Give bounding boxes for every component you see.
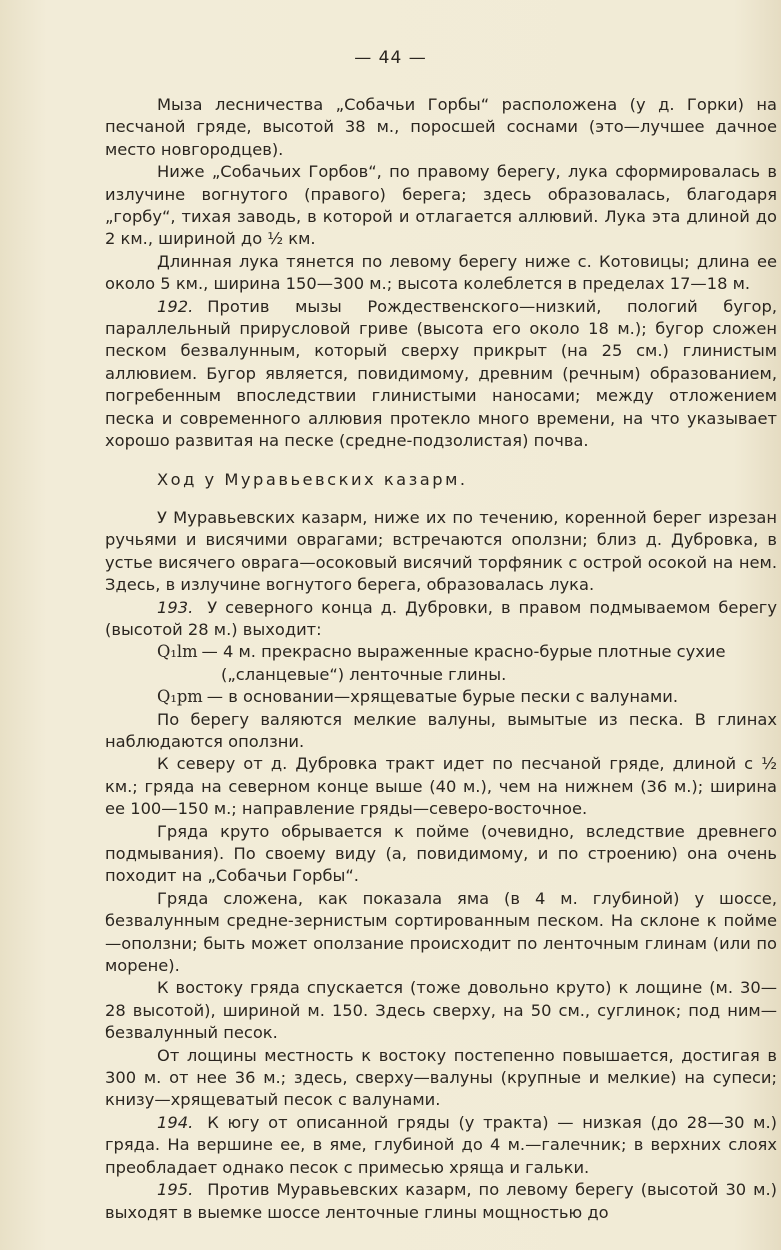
layer-code: Q₁pm xyxy=(157,687,203,707)
paragraph: К востоку гряда спускается (тоже довольно круто) к лощине (м. 30—28 высотой), шириной м. 150. Здесь сверху, на 50 см., суглинок; под ним—безвалунный песок. xyxy=(105,978,777,1043)
layer-text-continued: („сланцевые“) ленточные глины. xyxy=(221,664,507,684)
layer-text: — в основании—хрящеватые бурые пески с валунами. xyxy=(206,687,679,707)
paragraph: Мыза лесничества „Собачьи Горбы“ расположена (у д. Горки) на песчаной гряде, высотой 38 м., поросшей соснами (это—лучшее дачное место новгородцев). xyxy=(105,95,777,159)
section-number: 193. xyxy=(157,597,194,617)
page-number: — 44 — xyxy=(354,48,427,68)
section-number: 192. xyxy=(157,296,194,316)
section-number: 194. xyxy=(157,1112,194,1132)
section-number: 195. xyxy=(157,1180,194,1200)
paragraph: У Муравьевских казарм, ниже их по течению, коренной берег изрезан ручьями и висячими оврагами; встречаются оползни; близ д. Дубровка, в устье висячего оврага—осоковый висячий торфяник с острой осокой на нем. Здесь, в излучине вогнутого берега, образовалась лука. xyxy=(105,507,777,595)
paragraph-text: Против Муравьевских казарм, по левому берегу (высотой 30 м.) выходят в выемке шоссе ленточные глины мощностью до xyxy=(105,1180,777,1222)
paragraph-text: Против мызы Рождественского—низкий, пологий бугор, параллельный прирусловой гриве (высота его около 18 м.); бугор сложен песком безвалунным, который сверху прикрыт (на 25 см.) глинистым аллювием. Бугор является, повидимому, древним (речным) образованием, погребенным впоследствии глинистыми наносами; между отложением песка и современного аллювия протекло много времени, на что указывает хорошо развитая на песке (средне-подзолистая) почва. xyxy=(105,296,777,451)
layer-code: Q₁lm xyxy=(157,642,198,662)
layer-entry xyxy=(105,686,777,708)
paragraph xyxy=(105,1179,777,1224)
paragraph: Длинная лука тянется по левому берегу ниже с. Котовицы; длина ее около 5 км., ширина 150—300 м.; высота колеблется в пределах 17—18 м. xyxy=(105,251,777,294)
layer-text: — 4 м. прекрасно выраженные красно-бурые плотные сухие xyxy=(201,642,726,662)
paragraph: Гряда сложена, как показала яма (в 4 м. глубиной) у шоссе, безвалунным средне-зернистым сортированным песком. На склоне к пойме—оползни; быть может оползание происходит по ленточным глинам (или по морене). xyxy=(105,888,777,976)
page-text xyxy=(105,94,777,1224)
paragraph-text: К югу от описанной гряды (у тракта) — низкая (до 28—30 м.) гряда. На вершине ее, в яме, глубиной до 4 м.—галечник; в верхних слоях преобладает однако песок с примесью хряща и гальки. xyxy=(105,1112,777,1177)
paragraph-text: У северного конца д. Дубровки, в правом подмываемом берегу (высотой 28 м.) выходит: xyxy=(105,597,777,639)
paragraph xyxy=(105,597,777,642)
section-heading: Ход у Муравьевских казарм. xyxy=(157,469,468,489)
paragraph: По берегу валяются мелкие валуны, вымытые из песка. В глинах наблюдаются оползни. xyxy=(105,709,777,751)
paragraph: Ниже „Собачьих Горбов“, по правому берегу, лука сформировалась в излучине вогнутого (правого) берега; здесь образовалась, благодаря „горбу“, тихая заводь, в которой и отлагается аллювий. Лука эта длиной до 2 км., шириной до ½ км. xyxy=(105,162,777,249)
paragraph: К северу от д. Дубровка тракт идет по песчаной гряде, длиной с ½ км.; гряда на северном конце выше (40 м.), чем на нижнем (36 м.); ширина ее 100—150 м.; направление гряды—северо-восточное. xyxy=(105,754,777,819)
layer-entry xyxy=(105,641,777,686)
paragraph: Гряда круто обрывается к пойме (очевидно, вследствие древнего подмывания). По своему виду (а, повидимому, и по строению) она очень походит на „Собачьи Горбы“. xyxy=(105,821,777,886)
paragraph xyxy=(105,1112,777,1179)
paragraph xyxy=(105,296,777,453)
paragraph: От лощины местность к востоку постепенно повышается, достигая в 300 м. от нее 36 м.; здесь, сверху—валуны (крупные и мелкие) на супеси; книзу—хрящеватый песок с валунами. xyxy=(105,1045,777,1110)
